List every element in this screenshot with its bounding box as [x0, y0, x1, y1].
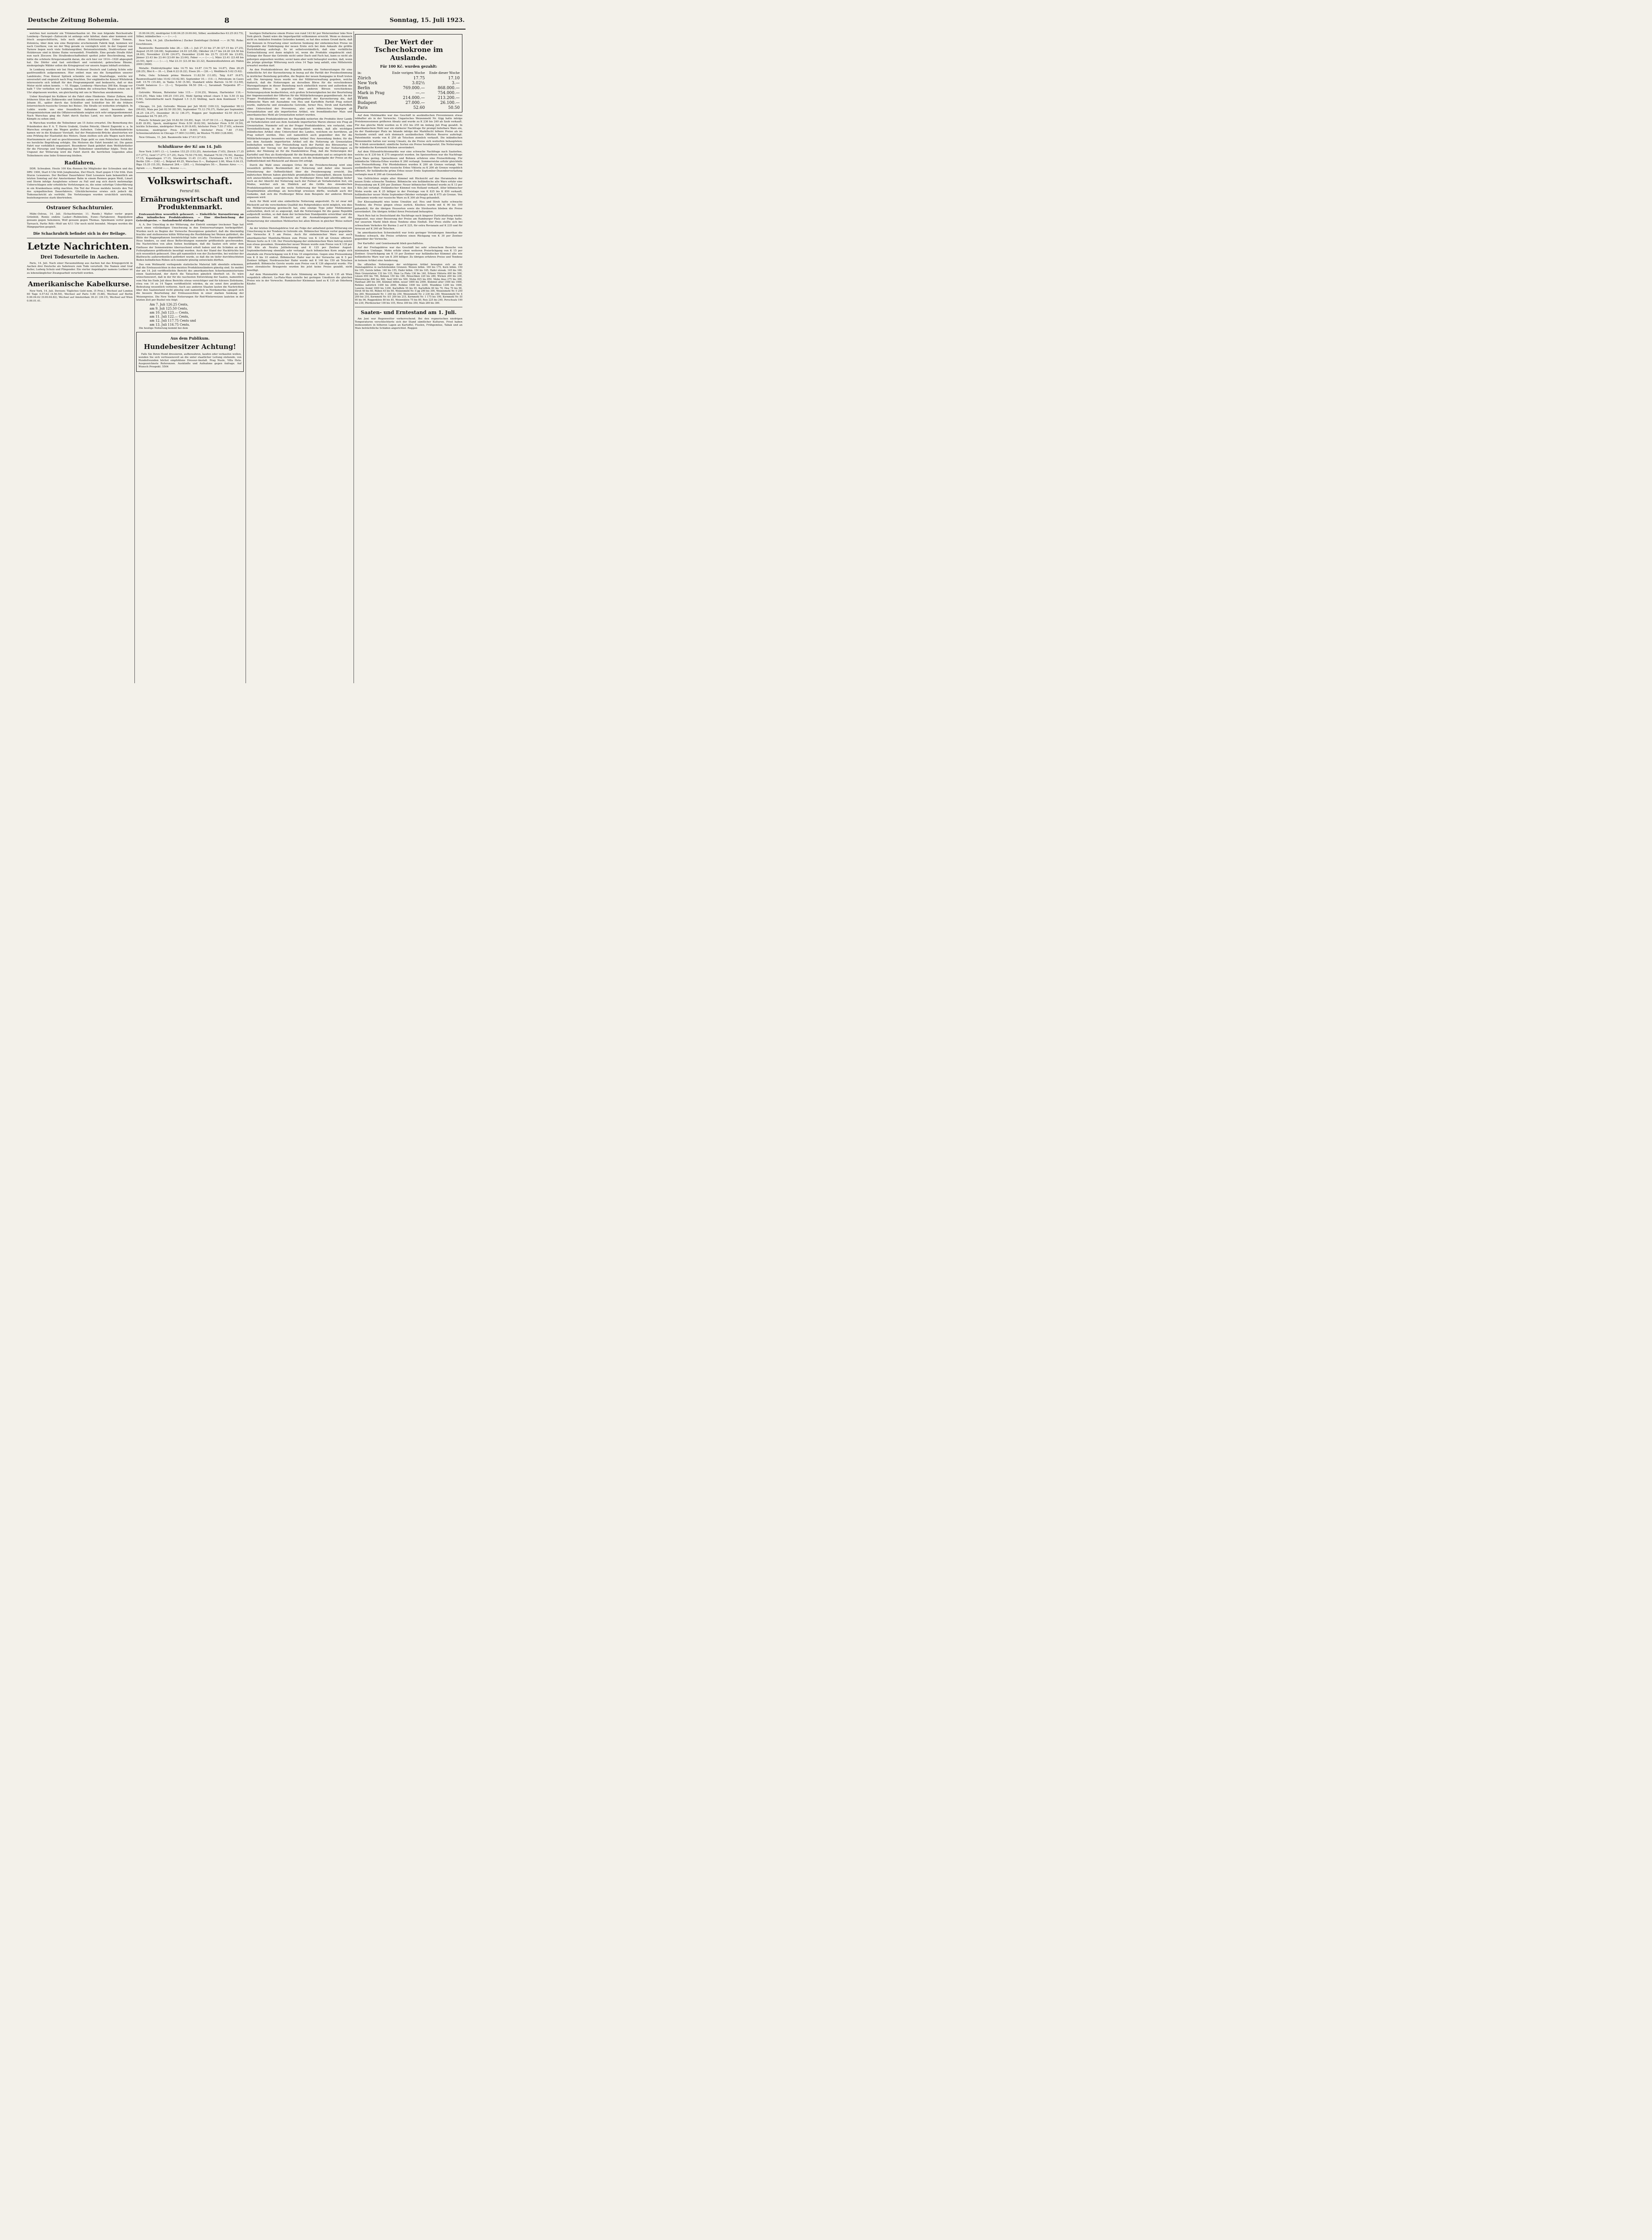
table-header: Ende dieser Woche — [429, 71, 460, 75]
price-item: am 12. Juli 117.75 Cents und — [150, 319, 196, 323]
column-1 — [27, 32, 133, 682]
table-cell: Budapest — [358, 100, 377, 105]
column-divider — [134, 31, 135, 683]
table-row — [357, 86, 460, 91]
article-paragraph: Auf dem Maismarkte war die feste Stimmung an Ware zu K 135 ab Wien vergeblich offeriert. La-Plata-Mais erzielte bei geringen Umsätzen die gleichen Preise wie in der Vorwoche. Rumänischer Kleinmais fand zu K 135 ab Oderberg Käufer. — [247, 273, 352, 286]
article-paragraph: An den Produktenbörsen der Republik werden die Vorbereitungen für eine einheitliche Art der Kursnotierung in bezug auf die Parität der Preisbestimmung in ärztlicher Beziehung getroffen, die Beginn der neuen Kampagne in Kraft treten soll. Die Anregung hiezu wurde von der Militärverwaltung gegeben, welche dadurch, daß die Notierungen an derselben Börse für die verschiedenen Warengattungen in dieser Beziehung noch einheitlich waren und außerdem die einzelnen Börsen in gegenüber den anderen Börsen verschiedenes Notierungssystem beobachteten, sich großen Schwierigkeiten bei der Beurteilung der Angemessenheit der Offerten für die Militärlieferungen gegenübersah. An der Prager Produktenbörse war die Gepflogenheit der Kursnotierung die, daß böhmische Ware mit Ausnahme von Heu und Kartoffeln Parität Prag notiert wurde, mährische und slowakische Getreide, ferner Heu, Stroh und Kartoffeln ohne Unterschied der Provenienz, also auch böhmisches hingegen ab Versandstation und alle importierten Artikel, wie fremdländischer Mais und amerikanisches Mehl ab Grenzstation notiert wurden. — [247, 69, 352, 117]
table-cell: Zürich — [358, 76, 371, 81]
newspaper-page — [0, 0, 474, 702]
table-cell: 52.60 — [413, 105, 425, 110]
article-paragraph: New York, 14. Juli. Devisen: Tägliches Geld nom. (5 Proz.), Wechsel auf London 60 Tage 4.57.62 (4.56.50), Wechsel auf Paris 5.80 (5.88), Wechsel auf Berlin 0.00.04.62 (0.00.04.82), Wechsel auf Amsterdam 39.21 (39.15), Wechsel auf Wien 0.00.01.41. — [27, 290, 133, 302]
table-row — [357, 91, 460, 96]
article-paragraph: Der Kleesaatmarkt wies keine Umsätze auf. Heu und Stroh hatte schwache Tendenz; die Preise gingen etwas zurück. Kleeheu wurde mit K 90 bis 100 gehandelt; für die übrigen Heusorten sowie die Strohsorten blieben die Preise unverändert. Die übrigen Artikel ihren Preisstand behaupten. — [355, 201, 462, 213]
article-paragraph: Die offiziellen Notierungen der wichtigeren Artikel bewegten sich an der Dienstagsbörse in nachstehenden Grenzen: Weizen böhm. 160 bis 175, Korn böhm. 150 bis 155, Gerste böhm. 140 bis 155, Hafer böhm. 150 bis 165, Hafer slowak. 145 bis 160, Mais Grenzstation 132 bis 135, Mais La Plata 136 bis 140, Erbsen Viktoria 400 bis 500, Linsen 650 bis 700, Bohnen 150 bis 180, Peluschken 220 bis 280, Wicken 200 bis 230, Winterwicke 800 bis 900, Senf 400 bis 500, Mohn 825 bis 850, Mohn blau 275 bis 300, Hanfsaat 280 bis 300, Kümmel böhm. neuer 1800 bis 2000, Kümmel alter 1500 bis 1600, Rotklee natürlich 1400 bis 2000, Rotklee 1600 bis 2200, Wundklee 1200 bis 1600, Luzerne fremd 1000 bis 1200, Kartoffeln 55 bis 65, Kartoffeln 60 bis 70, Heu 70 bis 90, Stroh 40 bis 60, Rüben 45 bis 60, Weizenmehl Nr. 0 gg 290 bis 300, Weizenmehl Nr. 0 250 bis 260, Weizenmehl Nr. 1 240 bis 250, Weizenmehl Nr. 2 230 bis 240, Weizenmehl Nr. 4 200 bis 210, Kornmehl Nr. 0/1 200 bis 215, Kornmehl Nr. 1 175 bis 190, Kornmehl Nr. III 90 bis 96, Roggenkleie 80 bis 85, Weizenkleie 75 bis 80, Reis 225 bis 240, Peruchsatz 190 bis 230, Pferdezucker 100 bis 105, Hirse 300 bis 350, Malz 280 bis 300. — [355, 263, 462, 305]
table-cell: 50.50 — [448, 105, 460, 110]
column-3 — [247, 32, 352, 682]
article-paragraph: Nach Reis hat in Deutschland die Nachfrage nach längerer Zurückhaltung wieder eingesetzt, was einer Besserung der Preise am Hamburger Platz zur Folge hatte. Auf unserem Markt blieb diese Tendenz ohne Einfluß. Der Preis stellte sich bei schwachem Verkehre für Burma 2 auf K 225, für extra Rovianain auf K 235 und für Arracan auf K 240 ab Tetschen. — [355, 215, 462, 230]
table-cell: 17.75 — [413, 76, 425, 81]
table-header: Ende vorigen Woche — [392, 71, 425, 75]
article-paragraph: An der letzten Dienstagsbörse trat als Folge der anhaltend guten Witterung ein Umschwung in der Tendenz in Getreide ein. Böhmischer Weizen verlor gegenüber der Vorwoche K 5 am Preise. Auch für einheimischer Ware war auch amerikanischer Manitoba-Weizen zum Preise von K 138 ab Grenze offeriert. Weizen Sorte zu K 136. Der Preisrückgang der einheimischen Ware betrug zuletzt nun etwas gesunken. Slowakischer neuer Weizen wurde zum Preise von K 135 per 100 Kilo ab Neutra Juliliefereung und K 125 per Zentner August-Septemberlieferung ebenfalls sehr verlangt. Auch böhmischen Korn zeigte sich ebenfalls ein Preisrückgang von K 8 bis 10 eingetreten. Gegen eine Preissenkung von K 8 bis 10 eintrat. Böhmischer Hafer war in der Vorwoche um K 5 per Zentner billiger, Nordrussischer Hafer wurde mit K 146 bis 150 ab Tetschen gehandelt. Böhmische Gerste wurde zum Preise von K 126 abgesetzt wurde. Für neue slowakische Braugerste wurden bis jetzt keine Preise gezahlt, nicht bewilligt. — [247, 227, 352, 272]
issue-date: Sonntag, 15. Juli 1923. — [389, 17, 465, 24]
section-heading-letzte-nachrichten: Letzte Nachrichten. — [27, 241, 132, 252]
article-paragraph: DDR. Schwaben. Heute 100 Km.-Rennen für Mitglieder der Schwaben und des DRV. 1900, Start 6 Uhr früh Jungbunzlau, Ziel Ebsch. Start gegen 6 Uhr früh. Zum Sturze Lewanows. Der Berliner Dauerfahrer Emil Lewanow kam bekanntlich am letzten Sonntag auf der Amsterdamer Bahn in einem Rennen gegen Weiß, Linart und Storm infolge Ausgleitens schwer zu Fall und zog sich durch mehrmalige Ueberschlagen sehr erhebliche Verletzungen zu, die seine sofortige Ueberführung in ein Krankenhaus nötig machten. Ein Teil der Presse meldete bereits den Tod des sympathischen Dauerfahrers. Glücklicherweise erwies sich jedoch die Todesnachricht als verfrüht. Die Verletzungen wurden ursächlich unrichtig, beziehungsweise stark übertrieben. — [27, 168, 133, 200]
section-heading-kabelkurse: Amerikanische Kabelkurse. — [28, 280, 132, 288]
table-row — [357, 81, 460, 86]
article-paragraph: Die heutige Notierung kommt bei dem — [139, 327, 188, 330]
price-item: am 9. Juli 125.50 Cents, — [150, 307, 188, 311]
article-paragraph: Von Oelfrüchten zeigte alter Kümmel mit Rücksicht auf das Herannahen der neuen Ernte schwache Tendenz. Böhmische wie holländische alte Ware erfuhr eine Preissenkung um K 200 per Zentner. Neuer böhmischer Kümmel wurde zu K 13 per 1 Kilo Juli verlangt. Holländischer Kümmel von Holland verkauft. Alter böhmischer Mohn wurde um K 25 billiger in der Preislage von K 835 bis K 850 verkauft, holländischer neuer Mohn September-Oktober verlangte um K 675 ab Grenze. Von Senfsamen wurde nur russische Ware zu K 300 ab Prag gehandelt. — [355, 177, 462, 200]
article-paragraph: Im amerikanischen Schweinefett war trotz geringer Verladungen Amerikas die Tendenz schwach, die Preise erfuhren einen Rückgang von K 30 per Zentner gegenüber der Vorwoche. — [355, 232, 462, 241]
section-phone: Fernruf 80. — [179, 189, 201, 193]
headline-ernaehrung: Ernährungswirtschaft und Produktenmarkt. — [140, 195, 240, 211]
table-cell: Berlin — [358, 86, 370, 90]
table-cell: 769.000.— — [403, 86, 425, 90]
column-4 — [355, 32, 462, 682]
currency-box — [355, 34, 462, 112]
market-paragraph: New York, 14. Juli. (Zuckerbörse.) Zucker Zentrifugal (Schluß —.— (6.78). Rohe: Geschlossen. — [136, 39, 244, 46]
market-paragraph: Chicago, 14. Juli. Getreide: Weizen per Juli 98.62 (100.12), September 98.12 (99.62), Mais per Juli 82.50 (83.50), September 75.12 (76.37), Hafer per September 34.25 (34.37), Dezember 36.12 (36.37), Roggen per September 62.50 (63.37), Dezember 64.75 (65.37). — [136, 105, 244, 118]
table-row — [357, 96, 460, 101]
separator — [136, 172, 244, 173]
section-heading-volkswirtschaft: Volkswirtschaft. — [147, 175, 233, 186]
header-rule — [27, 29, 466, 30]
article-paragraph: Paris, 14. Juli. Nach einer Havasmeldung aus Aachen hat das Kriegsgericht in Aachen drei Deutsche als Saboteure zum Tode verurteilt. Die Namen sind Graf Keller, Ludwig Schulz und Plingender. Ein vierter Angeklagter namens Lorbeer ist zu lebenslänglicher Zwangsarbeit verurteilt worden. — [27, 262, 133, 275]
price-item: Am 7. Juli 126.25 Cents, — [150, 303, 189, 307]
article-paragraph: Auf dem Mehlmarkte war das Geschäft in ausländischen Provenienzen etwas lebhafter als in der Vorwoche. Ungarisches Weizenmehl Nr. 0/gg hatte infolge Preiskonzessionen größeren Absatz und wurde zu K 236 bis 240 ab Szob verkauft. Für das gleiche Mehl wurden zu K 253 bis 255 im Anfang Juli Prag gezahlt. In amerikanischem Mehl war ein stärkerer Nachfrage für prompt lieferbare Ware ein, da der Hamburger Platz im Inlande infolge der Markflucht höhere Preise als im Auslande erzielt und sich demnach ausländischen Offerten Reserve auferlegt. Patentmehle wurde von K 250 ab Tetschen ziemlich verkauft. Die inländischen Weizenmehle hatten nur wenig Umsatz, da die Preise sich weiterhin behaupteten; Nr. 4 blieb unverändert; sämtliche Sorten ein Preise herabgesetzt. Die Notierungen für inländische Kornmehl blieben unverändert. — [355, 114, 462, 149]
table-cell: 17.10 — [448, 76, 460, 81]
price-item: am 13. Juli 116.75 Cents. — [150, 323, 190, 327]
market-paragraph: Baumwolle: Baumwolle loko 28.— (28.—). Juli 27.33 bis 27.36 (27.15 bis 27.25), August 25.95 (26.08), September 24.93 (25.08), Oktober 24.17 bis 24.20 (24.50 bis 24.60), November 23.96 (24.07), Dezember 23.66 bis 23.71 (23.65 bis 23.85), Jänner 23.43 bis 23.44 (23.60 bis 23.64), Feber —.— (—.—), März 23.41 (23.48 bis 23.50), April —.— (—.—), Mai 23.31 (23.30 bis 23.32), Baumwollzufuhren atl. Häfen 2000 (3000). — [136, 47, 244, 66]
article-lead: Ernteaussichten wesentlich gebessert. — Einheitliche Kursnotierung an allen inländischen Produktenbörsen. — Eine Abschwächung der Getreidepreise. — Auslandsmehl stärker gefragt. — [136, 213, 244, 222]
table-cell: 26.100.— — [440, 100, 460, 105]
article-paragraph: Der Kartoffel- und Gemüsemarkt blieb geschäftslos. — [358, 242, 424, 245]
market-paragraph: Fette, Oele: Schmalz prima Western 11.82.50 (11.85), Talg 6.67 (6.87), Baumwollsaatöl loko 10.62 (10.62.50). September 10.— (10.—), Petroleum: in Cases reff. 15.70 (15.40), in Tanks 5.50 (5.50), Standard white Barrels 12.50 (12.50), Credit balances 3.— (3.—), Terpentin 94.50 (94.—), Savannah Terpentin 87.— (66.50). — [136, 74, 244, 90]
table-row — [357, 76, 460, 81]
table-cell: 3.02½ — [412, 81, 425, 86]
table-cell: 3.— — [452, 81, 460, 86]
page-number: 8 — [224, 16, 229, 25]
article-paragraph: In Lemberg wurden wir bei Herrn Professor Deutsch und Ludwig Schön sehr gastfreundlich aufgenommen. Hier entbot man uns die Sympathien unserer Landsleute; Frau Konsul Spitzek schenkte uns eine Staatsflagge, welche wir unversehrt und siegreich nach Prag brachten. Der engländische Konsul Whitebrok interessierte sich lebhaft für den Programmpunkt und bedauerte, daß er den Motor nicht sehen konnte. — VI. Etappe, Lemberg—Warschau 398 Km. Knapp vor halb 7 Uhr verließen wir Lemberg, nachdem die schwachen Wagen schon um 6 Uhr abgelassen wurden, um gleichzeitig mit uns in Warschau anzukommen. — [27, 69, 133, 94]
currency-table — [357, 70, 460, 111]
table-cell: 213.200.— — [437, 95, 460, 100]
table-row — [357, 101, 460, 106]
market-paragraph: New York 3.00½ (3.—), London 153.25 (153.25), Amsterdam (7.65), Zürich 17.35 (17.27½), Genf 17.27½ (17.25), Paris 70.50 (70.50), Mailand 70.50 (70.50), Banque 17.15, Kopenhagen 17.15, Stockholm 11.45 (11.45), Christiania 18.75 (18.75), Berlin 336.— (342.—), Belgrad 49.25, Warschau 0.—, Budapest 2.60, Wien 0.04.15, Riga 15.35 (15.35), Bukarest 264.— (261.—), Helsingfors 50.—, Buenos Aires —.—, Agram —.—, Madrid —.—, Kowno —.—. — [136, 151, 244, 170]
article-paragraph: heutigen Dollarkurse einem Preise von rund 143 Kč per Meterzentner loko New York gleich. Damit wäre die Importparität vollkommen erreicht. Wenn es dennoch nicht zu Ankäufen fremden Getreides kommt, so hat dies seinen Grund darin, daß der Konsum in Erwartung einer weiteren Senkung der einheimischen Preise im Zeitpunkte der Einbringung der neuen Ernte sich bei dem Ankaufe die größte Zurückhaltung auferlegt. Es ist selbstverständlich, daß eine verläßliche Ernteschätzung erst dann möglich ist, wenn die Produkte eingebracht sind. Solange der Bauer das Getreide nicht unter Dach und Fach hat, kann es nicht als geborgen angesehen werden; soviel kann aber wohl behauptet werden, daß, wenn die jetzige günstige Witterung noch etwa 14 Tage lang anhält, eine Mittelernte erwartet werden darf. — [247, 32, 352, 68]
market-paragraph: New Orleans, 11. Juli. Baumwolle loko 27.63 (27.63). — [139, 136, 207, 139]
section-heading-schlusskurse: Schlußkurse der Kč am 14. Juli: — [158, 144, 222, 149]
currency-subheading: Für 100 Kč. wurden gezahlt: — [380, 64, 437, 69]
price-item: am 10. Juli 123.— Cents, — [150, 311, 189, 315]
table-cell: Mark in Prag — [358, 90, 385, 95]
schach-note: Die Schachrubrik befindet sich in der Beilage. — [33, 231, 126, 236]
table-cell: 214.000.— — [403, 95, 425, 100]
article-paragraph: Mähr.-Ostrau, 14. Juli. (Schachturnier, 11. Runde.) Walter verlor gegen Grünfeld, Remis endete Lasker—Rubinstein, Euwe—Tartakower, Bogoljubow gewann gegen Selezniew, Wolf gewann gegen Thomas. Spielmann verlor gegen Tarrasch, Partie Réti—Wolf um 4/11 Uhr noch nicht beendet. Morgen werden die Hängepartien gespielt. — [27, 213, 133, 228]
headline-saaten: Saaten- und Erntestand am 1. Juli. — [361, 310, 457, 316]
table-cell: Wien — [358, 95, 368, 100]
table-cell: 754.000.— — [437, 90, 460, 95]
table-header-row — [357, 70, 460, 76]
table-cell: Paris — [358, 105, 368, 110]
newspaper-title: Deutsche Zeitung Bohemia. — [28, 17, 119, 24]
article-paragraph: Am Juni war Regenwetter vorherrschend. Bei den regnerischen niedrigen Temperaturen verschlechterte sich der Stand sämtlicher Kulturen. Frost haben insbesondere in höheren Lagen an Kartoffel, Fisolen, Frühgemüse, Tabak und an Mais beträchtliche Schäden angerichtet. Roggen — [355, 317, 462, 330]
column-2 — [136, 32, 244, 682]
article-paragraph: Durch die Wahl eines einzigen Ortes für die Preisberechnung wird eine wesentlich größere Bestimmtheit der Notierung und daher eine bessere Orientierung der Oeffentlichkeit über die Preisbewegung erreicht. Die mährischen Börsen haben gleichfalls grundsätzliche Geneigtheit, diesem System sich anzuschließen, ausgesprochen; die Preßburger Börse hält allerdings bisher noch an der Absicht der Notierung nach der Formel ab Verladestation fest, ein Modus, welcher sich im Hinblick auf die Größe des slowakischen Produktionsgebietes und die weite Entfernung der Verladestationen von den Hauptmärkten allerdings als berechtigt erweisen dürfte, weshalb auch der Gedanke, daß sich die Preßburger Börse dem Beispiele der anderen Börsen anpassen wird. — [247, 164, 352, 199]
article-paragraph: A. A. Der Umschlag in der Witterung, der Eintritt sonniger trockener Tage hat auch einen vollständigen Umschwung in den Ernteerwartungen herbeigeführt. Wurden noch zu Beginn der Vorwoche Besorgnisse geäußert, daß die übermäßig feuchte und stellenweise kühle Witterung die Rostbildung bei Weizen gefördert, die Blüte der Roggenpflanzen beeinträchtigt habe und das Trocknen des abgemähten Heus hindere, so sind diese Befürchtungen nunmehr größtenteils geschwunden. Die Nachrichten von allen Seiten bestätigen, daß die Saaten sich unter dem Einflusse der Sonnenwärme überraschend erholt haben und die Schäden an den Futterpflanzen größtenteils beseitigt wurden. Auch der Stand der Hackfrüchte hat sich wesentlich gebessert. Dies gilt namentlich von der Zuckerrübe, bei welcher der Blattwuchs außerordentlich gefördert wurde, so daß die im tiefer durchfeuchteten Boden befindlichen Rüben sich nunmehr günstig entwickeln dürften. — [136, 224, 244, 262]
market-paragraph: (0.00.04.25), niedrigster 0.00.04.25 (0.00.04), Silber, ausländisches 63.25 (63.75), Silber, inländisches —.— (—.—). — [136, 32, 244, 39]
market-paragraph: Fleisch: Schmalz per Juli 10.82.50 (10.85), Sept. 10.47.50 (11.—), Rippen per Juli 8.85 (8.95), Speck, niedrigster Preis 8.50 (8.62.50), höchster Preis 9.50 (9.50), leichte Schweine, niedrigster Preis 6.30 (6.65), höchster Preis 7.55 (7.65), schwere Schweine, niedrigster Preis 6.40 (6.60), höchster Preis 7.40 (7.55), Schweinezufuhren in Chicago 17.000 (12.000), im Westen 70.000 (128.000). — [136, 119, 244, 135]
market-paragraph: Getreide: Weizen, Rotwinter loko 115.— (116.25), Weizen, Hartwinter 116.— (116.25), Mais loko 100.25 (101.25), Mehl Spring wheat clears 5 bis 5.50 (5 bis 5.50), Getreidefracht nach England 1.5 (1.5) Shilling, nach dem Kontinent 7 (7) Cents. — [136, 91, 244, 104]
table-cell: 868.000.— — [437, 86, 460, 90]
advertisement-box — [136, 332, 244, 371]
public-label: Aus dem Publikum. — [170, 336, 210, 341]
article-paragraph: Das vom Weltmarkt vorliegende statistische Material läßt ebenfalls erkennen, daß die Ernteaussichten in den meisten Produktionsländern günstig sind. So meldet der am 14. Juli veröffentlichte Bericht des amerikanischen Ackerbauministeriums einen Saatenstand, der durch die Tatsachen gänzlich überholt ist. Es wäre wünschenswert, daß in der für die raschesten Entwicklung der Saaten, namentlich vom Mai bis Ende Juli diese Berichte etwas vorsichtiger und für kürzere Zeiträume, etwa von 14 zu 14 Tagen veröffentlicht würden, da sie sonst ihre praktische Bedeutung wesentlich verlieren. Auch aus anderen Staaten lauten die Nachrichten über den Saatenstand recht günstig und namentlich in Nordamerika spiegelt sich die bessere Beurteilung der Ernteaussichten in einer starken Senkung der Weizenpreise. Die New Yorker Notierungen für Red-Winterweizen lauteten in der letzten Zeit per Bushel wie folgt: — [136, 263, 244, 302]
table-cell: —.— — [415, 90, 425, 95]
article-paragraph: Auch für Mehl wird eine einheitliche Notierung angestrebt. Es ist zwar mit Rücksicht auf die verschiedene Qualität des Rohproduktes nicht möglich, wie dies die Militärverwaltung gewünscht hat, eine einzige Type jeder Mehlnummer aufzustellen, doch ist es angezeigt, daß die Notierungen für die ganze Republik aufgestellt werden, so daß dann der technischen Standpunkte erreichbar und die gesamten Börsen mit Rücksicht auf die Ausmahlungsprozente und die Numerierung der einzelnen Mehlsorten bei allen Börsen in gleicher Weise notiert wird. — [247, 200, 352, 226]
market-paragraph: Metalle: Elektrolytkupfer loko 14.75 bis 14.87 (14.75 bis 14.87), Zinn 28.25 (28.25), Blei 6.— (6.—), Zink 6.22 (6.22), Eisen 26.— (26.—), Weißblech 5.62 (5.62). — [136, 67, 244, 73]
article-paragraph: Die übrigen Produktenbörsen der Republik notierten die Produkte ihrer Lande ab Verladestation und aus dem Auslande importierten Waren ebenso wie Prag ab Grenzstation. Nunmehr soll an der Prager Produktenbörse, wie verlautet, eine Vereinheitlichung in der Weise durchgeführt werden, daß alle wichtigen inländischen Artikel ohne Unterschied des Landes, welchem sie herrühren, ab Prag notiert werden. Dies soll namentlich auch gegenüber den für die Militärlieferungen besonders wichtigen Artikel Heu Anwendung finden; für die aus dem Auslande importierten Artikel soll die Notierung ab Grenzstation beibehalten werden. Der Preisstellung nach der Parität des Börsenortes ist jedenfalls der Vorzug vor der bisherigen Zersplitterung der Notierungen zu geben; der Meinung ist für die Handelsbörse Prag, daß die Notierungen der Kartoffel und Heu als Kontrollpunkt für die Bodenprodukte und es entspricht den natürlichen Verkehrsverhältnissen, wenn auch die bekanntgabe der Preise an die Oeffentlichkeit mit Rücksicht auf diesen Ort erfolgt. — [247, 118, 352, 163]
article-paragraph: Auf dem Hülsenfrüchtenmarkte war eine schwache Nachfrage nach Saaterbse, welche zu K 230 bis K 275 umgesetzt wurden. Im Speiseerbsen war die Nachfrage nach Ware gering. Speiselinsen und Bohnen erfuhren eine Preiserhöhung. Für inländische Viktoria-Erbse wurden K 260 verlangt. Sommerwicke erfuhr gleichfalls eine Preiserhöhung. Für Pferdebohnen wurden K 200 ab Grenze verlangt. Von ausländischer Ware wurde russische Erbse Viktoria zu K 200 ab Grenze vergeblich offeriert, für holländische grüne Erbse neuer Ernte September-Dezemberverladung verlangte man K 260 ab Grenzstation. — [355, 151, 462, 176]
section-heading-radfahren: Radfahren. — [64, 159, 95, 166]
section-heading-schach: Ostrauer Schachturnier. — [46, 205, 113, 211]
article-paragraph: Auf der Freitagsbörse war das Geschäft bei sehr schwachem Besuche von minimalem Umfange. Mohn erfuhr einen weiteren Preisrückgang von K 15 per Zentner. Grasrückgang um K 10 per Zentner war holländischer Kümmel alte wie holländische Ware war um K 200 billiger. Zu übrigen erfuhren Preise und Tendenz in keinem Artikel eine Aenderung. — [355, 246, 462, 262]
table-cell: 27.000.— — [405, 100, 425, 105]
table-cell: New York — [358, 81, 378, 86]
table-header: in: — [358, 71, 362, 75]
price-item: am 11. Juli 122.— Cents, — [150, 315, 189, 319]
article-paragraph: welches fast nurmehr ein Trümmerhaufen ist. Die nun folgende Reichsstraße Lemberg—Tarnopol—Zaliszczik ist anfangs sehr fahrbar, dann aber kommen erst frisch ausgeschütterte, teils noch offene Schützengräben. Ueber Tomnie, Zolonicia, über dem wie eine Burgruine erscheinende Fabrik liegt, kommen wir nach Czortkow, von wo der Weg gerade zu vorzüglich wird. In der Gegend von Tarnow liegen noch viele Soldatengräber, Betonunterstände, Drahtverhaue und Holzkreuze sind in kleine Haine verwandelt. Friedhöfe. Eine gerade Straße führt nun nach Zloczow. Die Straßenbeschaffenheit spottet jeder Beschreibung, man hätte die schönste Kriegsromantik daran, die sich hier vor 1914—1920 abgespielt hat. Die Dörfer sind fast entvölkert und vermüstet; gebrochene Bäume, niedergelegte Wälder sollen die Kriegsgreuel vor unsern Augen lebhaft erstehen. — [27, 32, 133, 68]
article-paragraph: Ueber Kosztopol bis Kulikow ist die Fahrt ohne Hindernis. Hinter Zolkow, dem früheren Sitze der Zolkiewskis und Sobieskis sahen wir die Ruinen des Denkmals Johann III., später durch das Schloßtor und Schloßtor bis 80 die frühere österreichisch-russische Grenze bei Belzec. Die Straße ist weiterhin erträglich. In Lublin wurde uns eine freundliche Aufnahme zuteil; besonders das Kriegsministerium und die Offiziersverbände zeigten sich sehr entgegenkommend. Nach Warschau ging die Fahrt durch flaches Land, wo noch Spuren großer Kämpfe zu sehen sind. — [27, 95, 133, 121]
article-paragraph: In Warschau wurden die Teilnehmer am 15 Autos erwartet. Die Bemerkung des Präsidenten des P. A. T. Herrn Grabski, Grafen Potocki, Oberst Zagorski u. a. In Warschau erregten die Wagen großes Aufsehen. Ueber die Kierbedziabrücke kamen wir in die Krakauer Vorstadt. Auf der Poniatowski-Brücke absolvierten wir eine Prüfung der Elastizität des Motors. Dann stellten sich alle Wagen nach ihren Startnummern auf und es geschlossenen Zuge geht es zum Polnischen Autoklub, wo herzliche Begrüßung erfolgte. Die Motoren die Fahrt beendet ist. Die ganze Fahrt war vorbildlich organisiert. Besonderer Dank gebührt dem Wettfahrtleiter für die Fürsorge und Verpflegung der Teilnehmer unmittelbar folgte. Trotz der Ungunst der Witterung wird die Fahrt durch die herrlichen Gegenden allen Teilnehmern eine liebe Erinnerung bleiben. — [27, 122, 133, 157]
price-list — [136, 303, 244, 327]
ad-text: Falls Sie Ihren Hund dressieren, aufbewahren, kaufen oder verkaufen wollen, wenden Sie sich vertrauensvoll an die unter staatlicher Leitung stehende, von Hundefreunden höchst empfohlene Dressur-Anstalt. Prag Nusle, Villa Hela. Ausgezeichnete Referenzen. Auskünfte und Aufnahme gegen Anfrage. Auf Wunsch Prospekt. 5504 — [138, 353, 242, 369]
separator — [27, 277, 133, 278]
currency-heading: Der Wert der Tschechokrone im Auslande. — [374, 38, 443, 62]
headline-aachen: Drei Todesurteile in Aachen. — [40, 254, 119, 260]
ad-headline: Hundebesitzer Achtung! — [144, 343, 236, 351]
table-row — [357, 106, 460, 111]
